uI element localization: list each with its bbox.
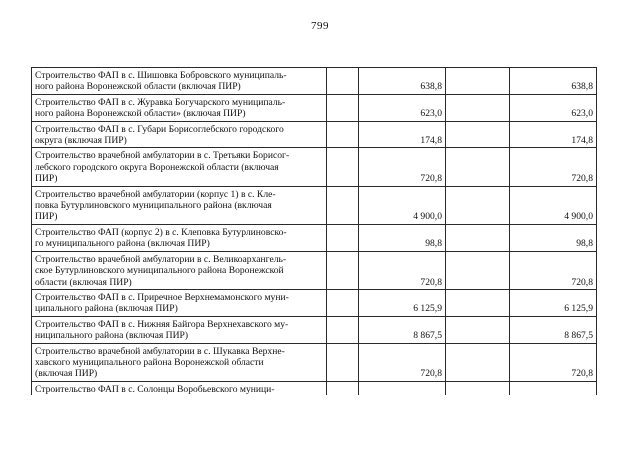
amount-cell: 8 867,5 [359,316,446,343]
row-name-cell: Строительство ФАП в с. Губари Борисоглебского городского округа (включая ПИР) [32,121,327,148]
row-name-cell: Строительство ФАП в с. Журавка Богучарского муниципаль- ного района Воронежской области» (включая ПИР) [32,94,327,121]
col-c-cell [446,251,510,289]
table-row [32,381,597,395]
row-name-cell: Строительство ФАП (корпус 2) в с. Клеповка Бутурлиновско- го муниципального района (включая ПИР) [32,224,327,251]
col-a-cell [327,94,359,121]
table-row [32,121,597,148]
table-row [32,186,597,224]
table-row [32,68,597,95]
amount-cell: 720,8 [359,251,446,289]
col-a-cell [327,289,359,316]
amount-cell: 4 900,0 [359,186,446,224]
row-name-cell: Строительство врачебной амбулатории (корпус 1) в с. Кле- повка Бутурлиновского муниципального района (включая ПИР) [32,186,327,224]
page-number: 799 [311,20,329,32]
row-name-cell: Строительство ФАП в с. Приречное Верхнемамонского муни- ципального района (включая ПИР) [32,289,327,316]
amount-cell: 174,8 [359,121,446,148]
col-c-cell [446,186,510,224]
total-cell: 4 900,0 [510,186,597,224]
col-c-cell [446,68,510,95]
table-row [32,289,597,316]
col-a-cell [327,343,359,381]
col-c-cell [446,316,510,343]
table-row [32,148,597,186]
amount-cell: 720,8 [359,148,446,186]
col-a-cell [327,381,359,395]
amount-cell: 623,0 [359,94,446,121]
col-a-cell [327,186,359,224]
total-cell [510,381,597,395]
row-name-cell: Строительство врачебной амбулатории в с. Великоархангель- ское Бутурлиновского муниципального района Воронежской области (включая ПИР) [32,251,327,289]
amount-cell [359,381,446,395]
table-row [32,224,597,251]
col-c-cell [446,121,510,148]
amount-cell: 6 125,9 [359,289,446,316]
col-c-cell [446,94,510,121]
total-cell: 720,8 [510,251,597,289]
table-row [32,316,597,343]
col-c-cell [446,381,510,395]
col-c-cell [446,224,510,251]
col-c-cell [446,148,510,186]
row-name-cell: Строительство ФАП в с. Нижняя Байгора Верхнехавского му- ниципального района (включая ПИР) [32,316,327,343]
amount-cell: 98,8 [359,224,446,251]
total-cell: 720,8 [510,343,597,381]
table-row [32,343,597,381]
total-cell: 623,0 [510,94,597,121]
total-cell: 8 867,5 [510,316,597,343]
total-cell: 174,8 [510,121,597,148]
col-c-cell [446,289,510,316]
total-cell: 98,8 [510,224,597,251]
budget-table [31,67,597,395]
col-a-cell [327,224,359,251]
row-name-cell: Строительство врачебной амбулатории в с. Шукавка Верхне- хавского муниципального района Воронежской области (включая ПИР) [32,343,327,381]
col-a-cell [327,68,359,95]
total-cell: 6 125,9 [510,289,597,316]
col-a-cell [327,316,359,343]
amount-cell: 720,8 [359,343,446,381]
col-a-cell [327,121,359,148]
col-a-cell [327,251,359,289]
total-cell: 720,8 [510,148,597,186]
row-name-cell: Строительство ФАП в с. Шишовка Бобровского муниципаль- ного района Воронежской области (включая ПИР) [32,68,327,95]
col-a-cell [327,148,359,186]
row-name-cell: Строительство врачебной амбулатории в с. Третьяки Борисог- лебского городского округа Воронежской области (включая ПИР) [32,148,327,186]
table-row [32,251,597,289]
col-c-cell [446,343,510,381]
amount-cell: 638,8 [359,68,446,95]
table-row [32,94,597,121]
total-cell: 638,8 [510,68,597,95]
row-name-cell: Строительство ФАП в с. Солонцы Воробьевского муници- [32,381,327,395]
